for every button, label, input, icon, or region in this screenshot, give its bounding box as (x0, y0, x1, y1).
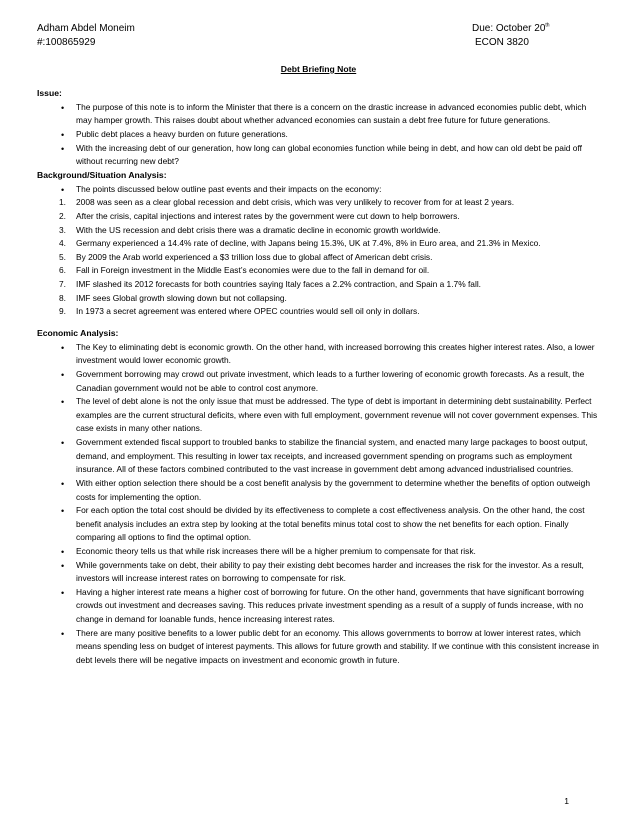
list-item-text: For each option the total cost should be divided by its effectiveness to complete a cost effectiveness analysis. On the other hand, the cost benefit analysis includes an extra step by looking at the total benefits minus total cost to show the net benefits for each option. Finally comparing all options to find the optimal option. (76, 505, 585, 543)
list-item-text: Germany experienced a 14.4% rate of decline, with Japans being 15.3%, UK at 7.4%, 8% in Euro area, and 21.3% in Mexico. (76, 238, 541, 249)
number-marker: 5. (59, 251, 66, 262)
list-item (37, 395, 600, 436)
header-row-1 (37, 22, 600, 36)
section-list (37, 101, 600, 169)
bullet-marker: • (61, 560, 65, 571)
number-marker: 9. (59, 306, 66, 317)
number-marker: 8. (59, 292, 66, 303)
bullet-marker: • (61, 397, 65, 408)
number-marker: 6. (59, 265, 66, 276)
author-name: Adham Abdel Moneim (37, 23, 135, 34)
list-item (37, 237, 600, 251)
section-list (37, 183, 600, 319)
list-item-text: Government extended fiscal support to troubled banks to stabilize the financial system, and enacted many large packages to boost output, demand, and employment. This resulting in lower tax receipts, and increased government spending on programs such as employment insurance. All of these factors combined contributed to the vast increase in government debt among advanced industrialised countries. (76, 437, 588, 475)
list-item-text: While governments take on debt, their ability to pay their existing debt becomes harder and increases the risk for the investor. As a result, investors will increase interest rates on borrowing to compensate for risk. (76, 559, 584, 584)
due-date: Due: October 20th (472, 22, 550, 34)
list-item (37, 586, 600, 627)
list-item-text: IMF slashed its 2012 forecasts for both countries saying Italy faces a 2.2% contraction, and Spain a 1.7% fall. (76, 279, 482, 290)
list-item (37, 305, 600, 319)
bullet-marker: • (61, 130, 65, 141)
document-title: Debt Briefing Note (280, 64, 357, 74)
list-item (37, 224, 600, 238)
list-item (37, 292, 600, 306)
bullet-marker: • (61, 438, 65, 449)
course-code: ECON 3820 (475, 36, 529, 48)
number-marker: 7. (59, 279, 66, 290)
list-item (37, 196, 600, 210)
list-item (37, 341, 600, 368)
bullet-marker: • (61, 478, 65, 489)
list-item-text: In 1973 a secret agreement was entered where OPEC countries would sell oil only in dollars. (76, 306, 420, 317)
list-item (37, 627, 600, 668)
list-item-text: Economic theory tells us that while risk increases there will be a higher premium to compensate for that risk. (76, 545, 476, 556)
header-row-2 (37, 36, 600, 50)
list-item (37, 477, 600, 504)
list-item-text: After the crisis, capital injections and interest rates by the government were cut down to help borrowers. (76, 211, 460, 222)
list-item-text: Fall in Foreign investment in the Middle East’s economies were due to the fall in demand for oil. (76, 265, 430, 276)
student-id: #:100865929 (37, 36, 96, 48)
bullet-marker: • (61, 628, 65, 639)
list-item (37, 504, 600, 545)
list-item (37, 545, 600, 559)
list-item-text: IMF sees Global growth slowing down but not collapsing. (76, 292, 287, 303)
section-gap (37, 319, 600, 327)
list-item (37, 264, 600, 278)
bullet-marker: • (61, 506, 65, 517)
number-marker: 4. (59, 238, 66, 249)
list-item-text: The points discussed below outline past events and their impacts on the economy: (76, 183, 382, 194)
list-item (37, 251, 600, 265)
list-item-text: There are many positive benefits to a lower public debt for an economy. This allows governments to borrow at lower interest rates, which means spending less on budget of interest payments. This allows for future growth and stability. If we continue with this consistent increase in debt levels there will be negative impacts on investment and economic growth in future. (76, 627, 599, 665)
list-item-text: With the US recession and debt crisis there was a dramatic decline in economic growth worldwide. (76, 224, 441, 235)
number-marker: 2. (59, 211, 66, 222)
list-item-text: With the increasing debt of our generation, how long can global economies function while being in debt, and how can old debt be paid off without recurring new debt? (76, 142, 582, 167)
list-item-text: The purpose of this note is to inform the Minister that there is a concern on the drastic increase in advanced economies public debt, which may hamper growth. This raises doubt about whether advanced economies can sustain a debt free future for future generations. (76, 101, 587, 126)
list-item-text: Public debt places a heavy burden on future generations. (76, 129, 288, 140)
bullet-marker: • (61, 342, 65, 353)
list-item (37, 559, 600, 586)
section-list (37, 341, 600, 668)
bullet-marker: • (61, 143, 65, 154)
section-heading: Economic Analysis: (37, 327, 119, 338)
list-item-text: 2008 was seen as a clear global recession and debt crisis, which was very unlikely to recover from for at least 2 years. (76, 197, 515, 208)
list-item-text: Having a higher interest rate means a higher cost of borrowing for future. On the other hand, governments that have significant borrowing crowds out investment and decreases saving. This reduces private investment spending as a result of a supply of funds increase, with no change in demand for loanable funds, hence increasing interest rates. (76, 586, 584, 625)
list-item (37, 128, 600, 142)
list-item-text: The level of debt alone is not the only issue that must be addressed. The type of debt is important in determining debt sustainability. Perfect examples are the current structural deficits, where even with full employment, government revenue will not cover government expenses. This case exists in many other nations. (76, 396, 598, 434)
number-marker: 1. (59, 197, 66, 208)
list-item (37, 210, 600, 224)
list-item-text: The Key to eliminating debt is economic growth. On the other hand, with increased borrowing this creates higher interest rates. Also, a lower investment would lower economic growth. (76, 341, 595, 366)
section-heading: Issue: (37, 87, 62, 98)
list-item (37, 278, 600, 292)
bullet-marker: • (61, 184, 65, 195)
document-body (37, 87, 600, 668)
list-item (37, 183, 600, 197)
list-item (37, 436, 600, 477)
list-item (37, 101, 600, 128)
list-item-text: By 2009 the Arab world experienced a $3 trillion loss due to global affect of American debt crisis. (76, 251, 433, 262)
list-item (37, 142, 600, 169)
number-marker: 3. (59, 224, 66, 235)
list-item-text: With either option selection there should be a cost benefit analysis by the government to determine whether the benefits of option outweigh costs for implementing the option. (76, 477, 590, 502)
section-heading: Background/Situation Analysis: (37, 169, 167, 180)
list-item (37, 368, 600, 395)
bullet-marker: • (61, 587, 65, 598)
page-number: 1 (564, 796, 569, 806)
bullet-marker: • (61, 546, 65, 557)
bullet-marker: • (61, 370, 65, 381)
bullet-marker: • (61, 102, 65, 113)
list-item-text: Government borrowing may crowd out private investment, which leads to a further lowering of economic growth forecasts. As a result, the Canadian government would not be able to control cost anymore. (76, 369, 585, 393)
